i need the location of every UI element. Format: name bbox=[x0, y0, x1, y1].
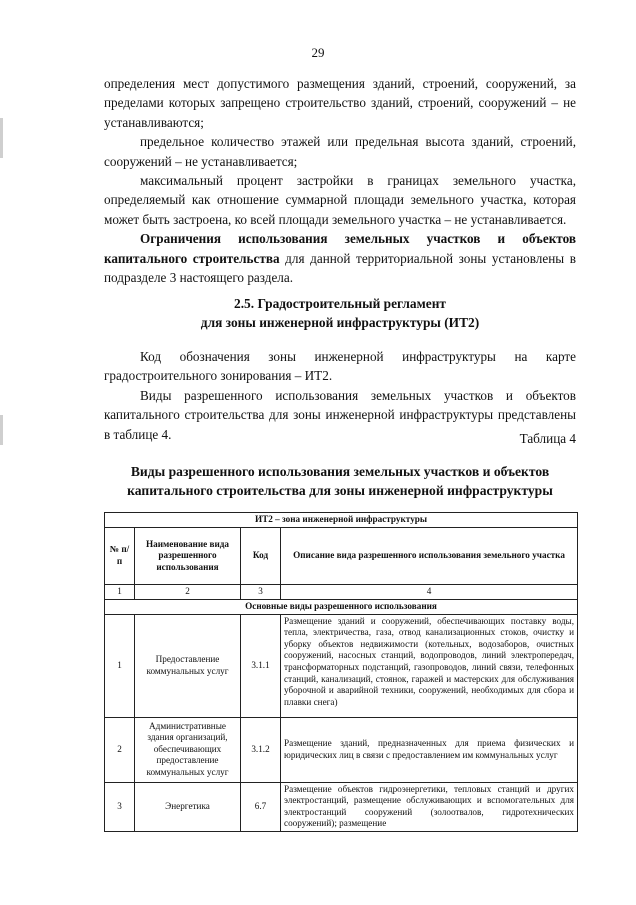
row-num-cell: 3 bbox=[105, 782, 135, 831]
row-code-cell: 6.7 bbox=[241, 782, 281, 831]
row-code-cell: 3.1.2 bbox=[241, 717, 281, 782]
table-row bbox=[105, 717, 578, 782]
paragraph: определения мест допустимого размещения зданий, строений, сооружений, за пределами которых запрещено строительство зданий, строений, сооружений – не устанавливаются; bbox=[104, 76, 576, 130]
subheader-cell: Основные виды разрешенного использования bbox=[105, 599, 578, 614]
row-name-cell: Предоставление коммунальных услуг bbox=[135, 614, 241, 717]
scan-edge-mark bbox=[0, 118, 3, 158]
body-text-block-1 bbox=[104, 74, 576, 287]
row-desc-cell: Размещение зданий, предназначенных для приема физических и юридических лиц в связи с предоставлением им коммунальных услуг bbox=[281, 717, 578, 782]
row-num-cell: 2 bbox=[105, 717, 135, 782]
row-name-cell: Энергетика bbox=[135, 782, 241, 831]
row-name-cell: Административные здания организаций, обеспечивающих предоставление коммунальных услуг bbox=[135, 717, 241, 782]
table-row bbox=[105, 513, 578, 528]
page-number: 29 bbox=[311, 45, 325, 60]
row-num-cell: 1 bbox=[105, 614, 135, 717]
table-row bbox=[105, 782, 578, 831]
header-cell-name: Наименование вида разрешенного использования bbox=[135, 528, 241, 585]
land-use-table bbox=[104, 512, 578, 832]
paragraph: предельное количество этажей или предельная высота зданий, строений, сооружений – не устанавливается; bbox=[104, 134, 576, 169]
header-cell-num: № п/п bbox=[105, 528, 135, 585]
column-number-cell: 1 bbox=[105, 585, 135, 600]
table-header-row bbox=[105, 528, 578, 585]
section-title-line: для зоны инженерной инфраструктуры (ИТ2) bbox=[200, 315, 480, 331]
section-title bbox=[104, 294, 576, 333]
table-label: Таблица 4 bbox=[519, 431, 576, 446]
column-number-cell: 4 bbox=[281, 585, 578, 600]
table-title bbox=[104, 462, 576, 500]
table-row bbox=[105, 599, 578, 614]
table-title-line: Виды разрешенного использования земельных участков и объектов bbox=[130, 464, 550, 479]
column-number-cell: 2 bbox=[135, 585, 241, 600]
paragraph bbox=[104, 229, 576, 287]
bold-phrase: Ограничения использования земельных участков и объектов капитального строительства bbox=[104, 231, 576, 266]
section-title-line: 2.5. Градостроительный регламент bbox=[234, 296, 446, 311]
scan-edge-mark bbox=[0, 415, 3, 445]
header-cell-code: Код bbox=[241, 528, 281, 585]
table-row bbox=[105, 614, 578, 717]
paragraph-continuation: для данной территориальной зоны установлены в подразделе 3 настоящего раздела. bbox=[104, 250, 576, 286]
row-code-cell: 3.1.1 bbox=[241, 614, 281, 717]
row-desc-cell: Размещение зданий и сооружений, обеспечивающих поставку воды, тепла, электричества, газа, отвод канализационных стоков, очистку и уборку объектов недвижимости (котельных, водозаборов, очистных сооружений, насосных станций, водопроводов, линий электропередач, трансформаторных подстанций, газопроводов, линий связи, телефонных станций, канализаций, стоянок, гаражей и мастерских для обслуживания уборочной и аварийной техники, сооружений, необходимых для сбора и плавки снега) bbox=[281, 614, 578, 717]
paragraph: Виды разрешенного использования земельных участков и объектов капитального строительства для зоны инженерной инфраструктуры представлены в таблице 4. bbox=[104, 387, 576, 442]
zone-header-cell: ИТ2 – зона инженерной инфраструктуры bbox=[105, 513, 578, 528]
table-title-line: капитального строительства для зоны инженерной инфраструктуры bbox=[127, 483, 553, 498]
paragraph: Код обозначения зоны инженерной инфраструктуры на карте градостроительного зонирования – ИТ2. bbox=[104, 349, 576, 384]
header-cell-desc: Описание вида разрешенного использования земельного участка bbox=[281, 528, 578, 585]
column-number-row bbox=[105, 585, 578, 600]
row-desc-cell: Размещение объектов гидроэнергетики, тепловых станций и других электростанций, размещение обслуживающих и вспомогательных для электростанций сооружений (золоотвалов, гидротехнических сооружений); размещение bbox=[281, 782, 578, 831]
column-number-cell: 3 bbox=[241, 585, 281, 600]
paragraph: максимальный процент застройки в границах земельного участка, определяемый как отношение суммарной площади земельного участка, которая может быть застроена, ко всей площади земельного участка – не устанавливается. bbox=[104, 173, 576, 227]
